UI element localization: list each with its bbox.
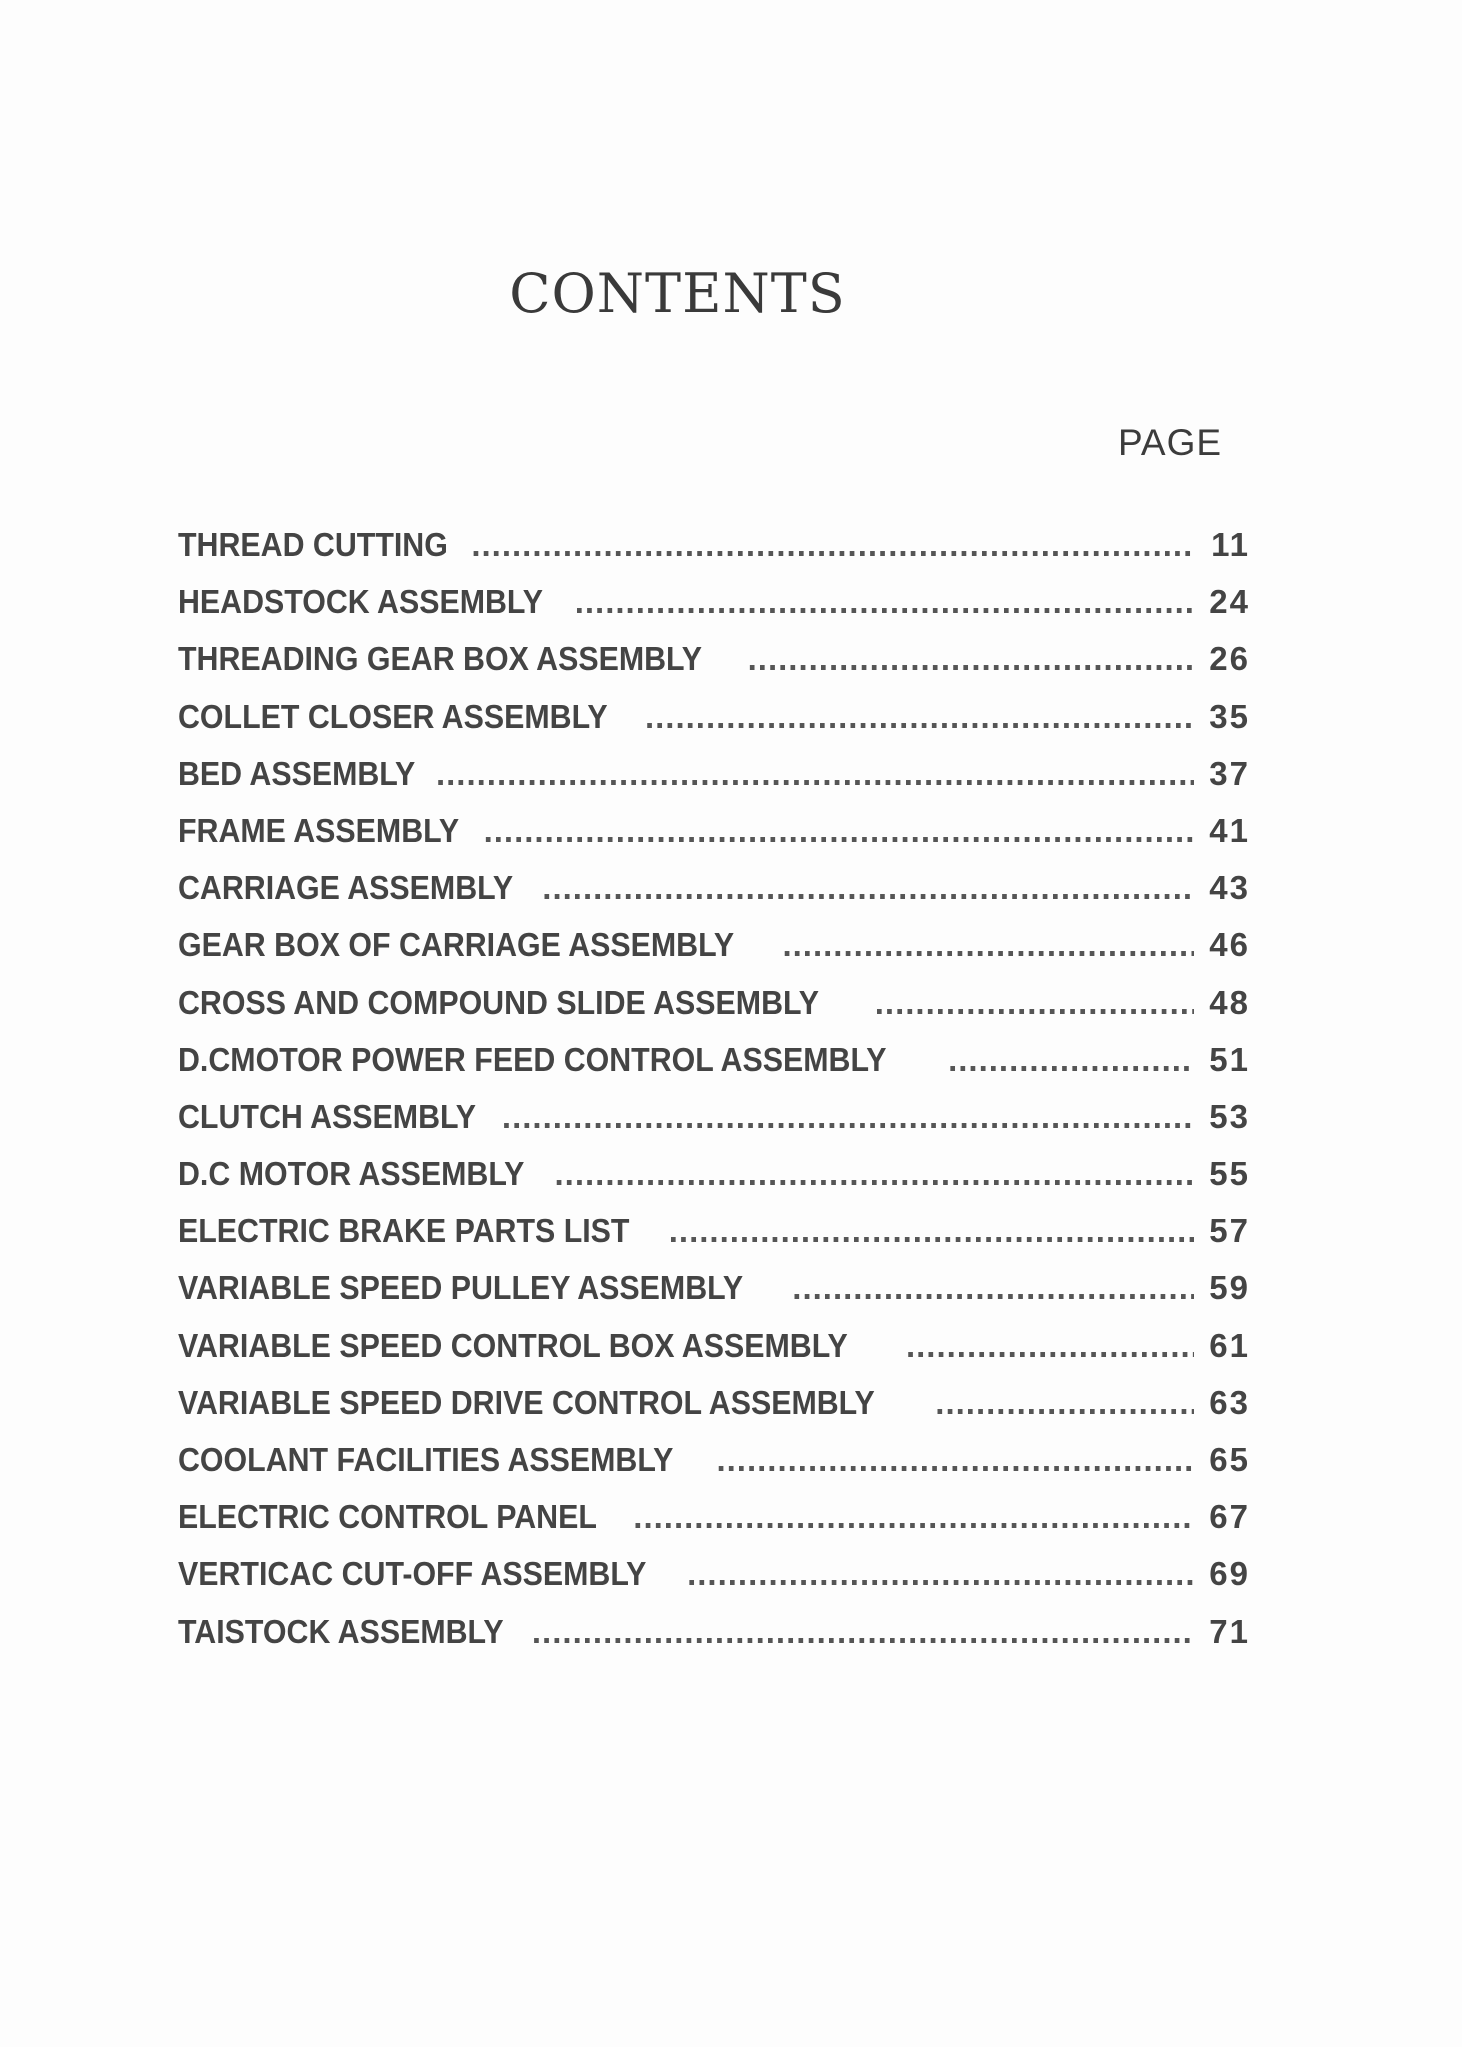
toc-entry: [178, 812, 1250, 869]
dot-leader: [687, 1555, 1194, 1593]
toc-entry: [178, 640, 1250, 697]
dot-leader: [575, 583, 1194, 621]
toc-entry: [178, 1212, 1250, 1269]
toc-entry-label: GEAR BOX OF CARRIAGE ASSEMBLY: [178, 926, 735, 964]
toc-entry-label: VARIABLE SPEED DRIVE CONTROL ASSEMBLY: [178, 1383, 875, 1421]
toc-entry: [178, 1384, 1250, 1441]
toc-entry: [178, 1155, 1250, 1212]
toc-entry: [178, 1041, 1250, 1098]
toc-entry-page: 69: [1209, 1555, 1250, 1593]
toc-entry-page: 48: [1209, 983, 1250, 1021]
toc-entry-label: D.CMOTOR POWER FEED CONTROL ASSEMBLY: [178, 1040, 887, 1078]
dot-leader: [906, 1327, 1194, 1365]
toc-entry-label: COOLANT FACILITIES ASSEMBLY: [178, 1441, 674, 1478]
toc-entry-page: 46: [1209, 926, 1250, 964]
page-column-heading: PAGE: [1118, 422, 1223, 463]
dot-leader: [471, 526, 1194, 564]
dot-leader: [645, 698, 1194, 736]
toc-entry-label: TAISTOCK ASSEMBLY: [178, 1612, 504, 1650]
toc-entry-page: 71: [1209, 1612, 1250, 1650]
toc-entry-page: 55: [1209, 1155, 1250, 1193]
toc-entry: [178, 1498, 1250, 1555]
toc-entry-label: THREADING GEAR BOX ASSEMBLY: [178, 640, 703, 678]
toc-entry-page: 67: [1209, 1498, 1250, 1536]
dot-leader: [532, 1613, 1194, 1651]
dot-leader: [948, 1041, 1194, 1079]
toc-entry-page: 63: [1209, 1383, 1250, 1421]
dot-leader: [542, 869, 1194, 907]
toc-entry-page: 37: [1209, 754, 1250, 792]
toc-entry-page: 24: [1209, 583, 1250, 621]
toc-entry: [178, 1098, 1250, 1155]
toc-entry-label: COLLET CLOSER ASSEMBLY: [178, 697, 608, 735]
toc-entry-label: THREAD CUTTING: [178, 526, 448, 563]
dot-leader: [935, 1384, 1194, 1422]
dot-leader: [502, 1098, 1194, 1136]
dot-leader: [669, 1212, 1194, 1250]
table-of-contents: [178, 526, 1250, 1670]
toc-entry: [178, 1327, 1250, 1384]
toc-entry-page: 57: [1209, 1212, 1250, 1250]
toc-entry: [178, 984, 1250, 1041]
dot-leader: [436, 755, 1194, 793]
toc-entry-label: VARIABLE SPEED CONTROL BOX ASSEMBLY: [178, 1326, 848, 1364]
toc-entry: [178, 583, 1250, 640]
toc-entry-label: CROSS AND COMPOUND SLIDE ASSEMBLY: [178, 983, 820, 1021]
toc-entry-page: 11: [1211, 526, 1250, 563]
toc-entry-page: 59: [1209, 1269, 1250, 1307]
page-title: CONTENTS: [509, 262, 846, 325]
dot-leader: [875, 984, 1194, 1022]
toc-entry: [178, 526, 1250, 583]
toc-entry-label: ELECTRIC BRAKE PARTS LIST: [178, 1212, 630, 1250]
toc-entry: [178, 869, 1250, 926]
toc-entry-label: HEADSTOCK ASSEMBLY: [178, 583, 543, 621]
dot-leader: [792, 1269, 1194, 1307]
toc-entry: [178, 755, 1250, 812]
toc-entry: [178, 1269, 1250, 1326]
toc-entry-page: 65: [1209, 1441, 1250, 1478]
toc-entry-label: VARIABLE SPEED PULLEY ASSEMBLY: [178, 1269, 744, 1307]
toc-entry-page: 26: [1209, 640, 1250, 678]
toc-entry-label: ELECTRIC CONTROL PANEL: [178, 1498, 597, 1536]
toc-entry-page: 35: [1209, 697, 1250, 735]
toc-entry-label: FRAME ASSEMBLY: [178, 811, 460, 849]
toc-entry-page: 43: [1209, 869, 1250, 907]
toc-entry-page: 51: [1209, 1040, 1250, 1078]
toc-entry: [178, 1441, 1250, 1498]
toc-entry-page: 53: [1209, 1097, 1250, 1135]
toc-entry-label: VERTICAC CUT-OFF ASSEMBLY: [178, 1555, 647, 1593]
dot-leader: [716, 1441, 1194, 1479]
dot-leader: [748, 640, 1194, 678]
toc-entry: [178, 1555, 1250, 1612]
toc-entry-page: 41: [1209, 811, 1250, 849]
toc-entry-page: 61: [1209, 1326, 1250, 1364]
dot-leader: [555, 1155, 1195, 1193]
toc-entry-label: CARRIAGE ASSEMBLY: [178, 869, 514, 907]
toc-entry-label: D.C MOTOR ASSEMBLY: [178, 1155, 525, 1193]
toc-entry: [178, 926, 1250, 983]
toc-entry: [178, 698, 1250, 755]
toc-entry-label: BED ASSEMBLY: [178, 754, 416, 792]
toc-entry: [178, 1613, 1250, 1670]
dot-leader: [782, 926, 1194, 964]
dot-leader: [484, 812, 1194, 850]
dot-leader: [633, 1498, 1194, 1536]
toc-entry-label: CLUTCH ASSEMBLY: [178, 1097, 477, 1135]
